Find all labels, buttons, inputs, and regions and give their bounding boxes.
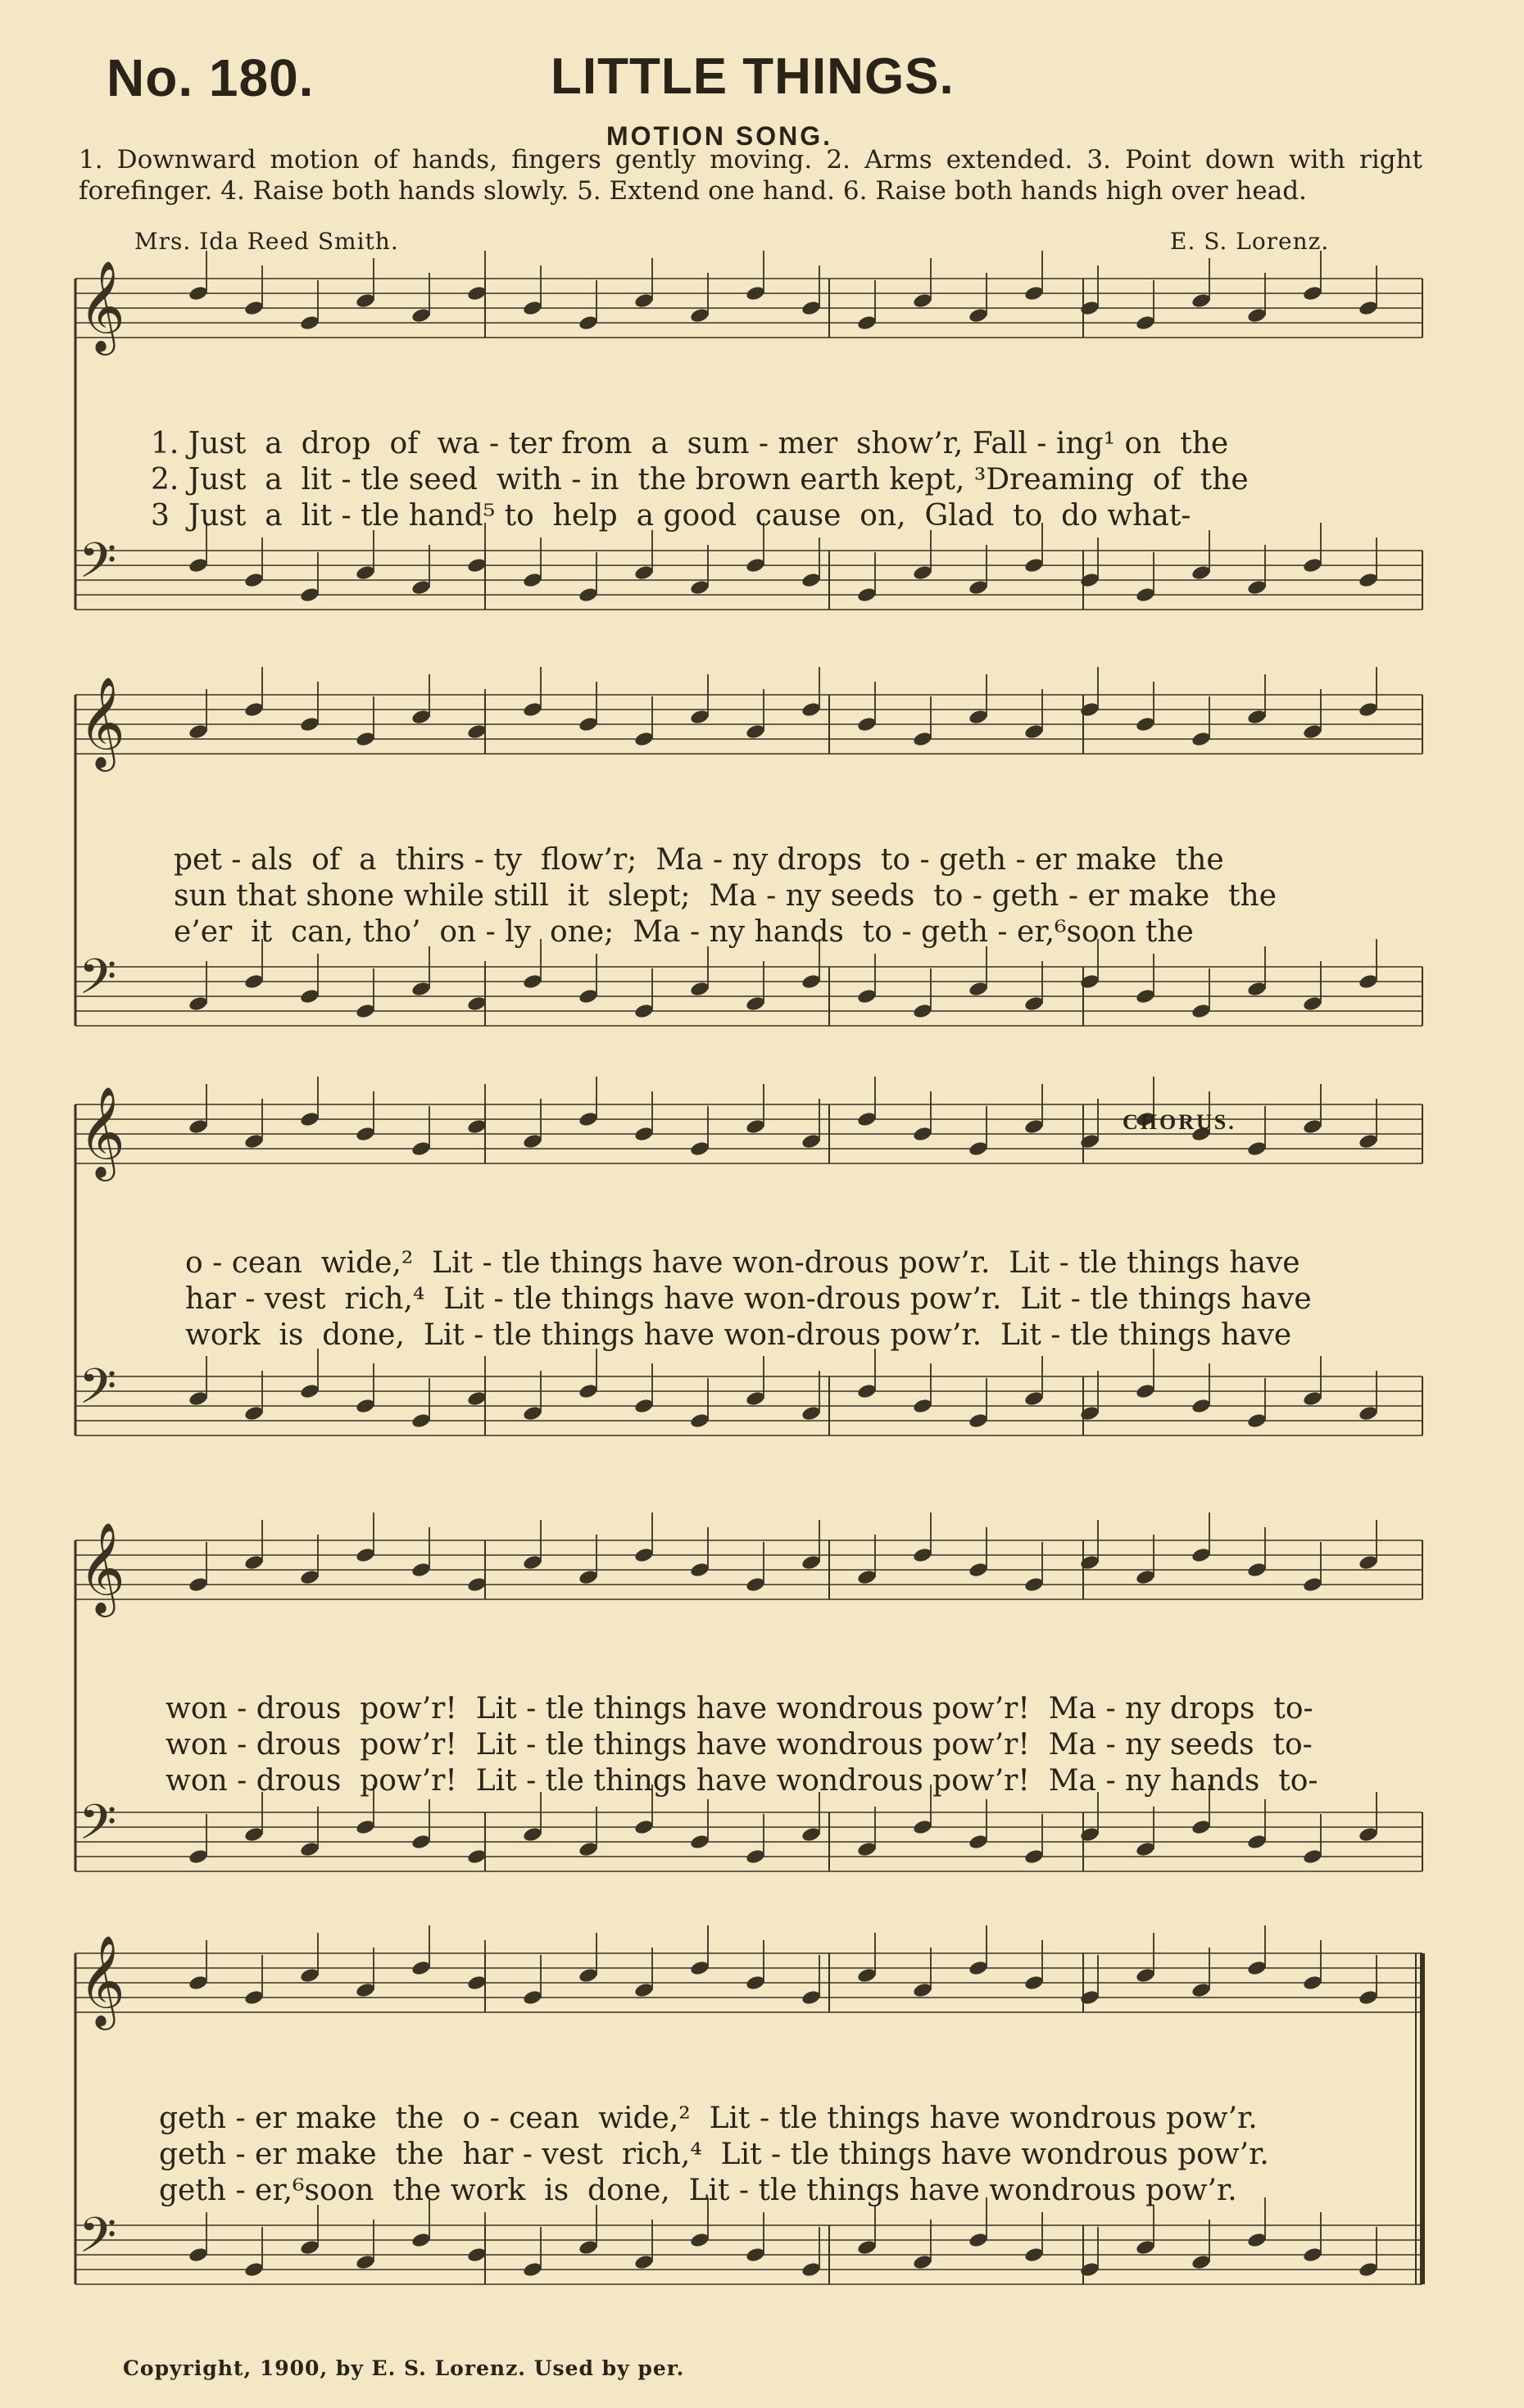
notehead: [801, 2261, 821, 2279]
notehead: [243, 2261, 264, 2279]
hymn-subtitle: MOTION SONG.: [606, 121, 832, 151]
notehead: [1023, 723, 1044, 741]
lyricist-credit: Mrs. Ida Reed Smith.: [134, 228, 399, 255]
notehead: [801, 973, 821, 991]
notehead: [410, 1960, 431, 1977]
treble-clef-icon: 𝄞: [79, 1521, 125, 1613]
notehead: [1246, 709, 1267, 726]
notehead: [1135, 1967, 1155, 1984]
notehead: [410, 981, 431, 998]
notehead: [968, 1413, 988, 1430]
notehead: [1302, 1118, 1322, 1136]
notehead: [410, 1141, 431, 1158]
notehead: [745, 995, 765, 1013]
notehead: [856, 988, 877, 1005]
notehead: [856, 1967, 877, 1984]
notehead: [578, 1841, 598, 1858]
notehead: [466, 995, 487, 1013]
notehead: [243, 572, 264, 589]
notehead: [1246, 2232, 1267, 2249]
notehead: [522, 2261, 542, 2279]
notehead: [968, 579, 988, 596]
notehead: [856, 315, 877, 332]
notehead: [466, 1118, 487, 1136]
notehead: [801, 300, 821, 317]
notehead: [1302, 723, 1322, 741]
notehead: [522, 1826, 542, 1843]
notehead: [689, 2232, 710, 2249]
notehead: [801, 1989, 821, 2007]
notehead: [188, 557, 208, 574]
notehead: [633, 1003, 654, 1020]
notehead: [466, 2247, 487, 2264]
lyric-line-s5-v2: geth - er make the har - vest rich,⁴ Lit - tle things have wondrous pow’r.: [159, 2138, 1269, 2171]
notehead: [188, 723, 208, 741]
lyric-line-s4-v3: won - drous pow’r! Lit - tle things have wondrous pow’r! Ma - ny hands to-: [166, 1764, 1318, 1798]
notehead: [1135, 1383, 1155, 1400]
notehead: [1023, 1848, 1044, 1866]
notehead: [1191, 292, 1211, 310]
notehead: [801, 1133, 821, 1150]
notehead: [633, 1819, 654, 1836]
notehead: [410, 579, 431, 596]
notehead: [1358, 1133, 1378, 1150]
notehead: [522, 1989, 542, 2007]
notehead: [466, 285, 487, 302]
notehead: [299, 1569, 320, 1586]
notehead: [745, 557, 765, 574]
lyric-line-s2-v2: sun that shone while still it slept; Ma - ny seeds to - geth - er make the: [174, 879, 1277, 913]
lyric-line-s5-v1: geth - er make the o - cean wide,² Lit - tle things have wondrous pow’r.: [159, 2102, 1258, 2135]
bass-clef-icon: 𝄢: [79, 1794, 117, 1862]
notehead: [299, 1967, 320, 1984]
notehead: [1135, 716, 1155, 733]
bass-clef-icon: 𝄢: [79, 2206, 117, 2275]
notehead: [1135, 2239, 1155, 2256]
notehead: [243, 1554, 264, 1571]
notehead: [745, 1848, 765, 1866]
notehead: [689, 1960, 710, 1977]
notehead: [968, 1960, 988, 1977]
notehead: [968, 2232, 988, 2249]
notehead: [578, 1383, 598, 1400]
notehead: [912, 1547, 932, 1564]
notehead: [912, 292, 932, 310]
lyric-line-s4-v2: won - drous pow’r! Lit - tle things have wondrous pow’r! Ma - ny seeds to-: [166, 1728, 1313, 1762]
notehead: [912, 565, 932, 582]
notehead: [745, 1576, 765, 1594]
notehead: [355, 1126, 375, 1143]
notehead: [522, 701, 542, 719]
lyric-line-s1-v3: 3 Just a lit - tle hand⁵ to help a good cause on, Glad to do what-: [151, 499, 1191, 533]
notehead: [1135, 1841, 1155, 1858]
notehead: [1191, 1982, 1211, 1999]
notehead: [968, 1834, 988, 1851]
notehead: [188, 1390, 208, 1408]
notehead: [1191, 731, 1211, 748]
notehead: [1246, 579, 1267, 596]
notehead: [1358, 572, 1378, 589]
notehead: [578, 716, 598, 733]
notehead: [1135, 587, 1155, 604]
notehead: [1191, 1003, 1211, 1020]
notehead: [745, 2247, 765, 2264]
bass-clef-icon: 𝄢: [79, 532, 117, 601]
notehead: [578, 1967, 598, 1984]
notehead: [355, 1819, 375, 1836]
notehead: [410, 307, 431, 324]
notehead: [1246, 1413, 1267, 1430]
notehead: [1246, 1141, 1267, 1158]
notehead: [243, 701, 264, 719]
notehead: [522, 572, 542, 589]
notehead: [856, 1569, 877, 1586]
notehead: [1191, 565, 1211, 582]
notehead: [188, 1975, 208, 1992]
chorus-label: CHORUS.: [1123, 1110, 1236, 1134]
notehead: [801, 701, 821, 719]
notehead: [299, 1383, 320, 1400]
notehead: [856, 1111, 877, 1128]
notehead: [1246, 1562, 1267, 1579]
notehead: [355, 1398, 375, 1415]
notehead: [410, 709, 431, 726]
notehead: [912, 1003, 932, 1020]
composer-credit: E. S. Lorenz.: [1170, 228, 1330, 255]
notehead: [912, 2254, 932, 2271]
notehead: [1191, 1398, 1211, 1415]
lyric-line-s3-v3: work is done, Lit - tle things have won-drous pow’r. Lit - tle things have: [185, 1318, 1292, 1352]
notehead: [1191, 1547, 1211, 1564]
notehead: [299, 1841, 320, 1858]
lyric-line-s1-v1: 1. Just a drop of wa - ter from a sum - mer show’r, Fall - ing¹ on the: [151, 427, 1229, 460]
treble-clef-icon: 𝄞: [79, 676, 125, 768]
notehead: [633, 2254, 654, 2271]
notehead: [745, 1118, 765, 1136]
notehead: [1302, 1848, 1322, 1866]
notehead: [912, 1126, 932, 1143]
notehead: [968, 307, 988, 324]
notehead: [243, 973, 264, 991]
notehead: [1358, 1554, 1378, 1571]
notehead: [1135, 315, 1155, 332]
notehead: [1302, 1975, 1322, 1992]
notehead: [1246, 1960, 1267, 1977]
notehead: [1302, 995, 1322, 1013]
notehead: [188, 995, 208, 1013]
notehead: [745, 1975, 765, 1992]
notehead: [188, 1848, 208, 1866]
notehead: [856, 1841, 877, 1858]
notehead: [633, 1398, 654, 1415]
notehead: [522, 1405, 542, 1422]
notehead: [1023, 1390, 1044, 1408]
notehead: [299, 1111, 320, 1128]
notehead: [633, 731, 654, 748]
notehead: [689, 981, 710, 998]
notehead: [466, 1848, 487, 1866]
lyric-line-s3-v1: o - cean wide,² Lit - tle things have won-drous pow’r. Lit - tle things have: [185, 1246, 1300, 1280]
notehead: [1358, 300, 1378, 317]
notehead: [801, 572, 821, 589]
notehead: [410, 2232, 431, 2249]
notehead: [355, 292, 375, 310]
lyric-line-s3-v2: har - vest rich,⁴ Lit - tle things have won-drous pow’r. Lit - tle things have: [185, 1282, 1312, 1316]
notehead: [912, 1982, 932, 1999]
notehead: [856, 1383, 877, 1400]
notehead: [522, 1133, 542, 1150]
notehead: [1023, 557, 1044, 574]
notehead: [1358, 1405, 1378, 1422]
lyric-line-s5-v3: geth - er,⁶soon the work is done, Lit - tle things have wondrous pow’r.: [159, 2174, 1237, 2207]
notehead: [466, 1390, 487, 1408]
notehead: [856, 587, 877, 604]
notehead: [801, 1405, 821, 1422]
notehead: [355, 565, 375, 582]
notehead: [633, 292, 654, 310]
notehead: [578, 315, 598, 332]
notehead: [968, 709, 988, 726]
notehead: [633, 1547, 654, 1564]
notehead: [1246, 1834, 1267, 1851]
notehead: [188, 1576, 208, 1594]
notehead: [856, 2239, 877, 2256]
lyric-line-s1-v2: 2. Just a lit - tle seed with - in the brown earth kept, ³Dreaming of the: [151, 463, 1249, 497]
notehead: [689, 1141, 710, 1158]
treble-clef-icon: 𝄞: [79, 1086, 125, 1177]
notehead: [1023, 2247, 1044, 2264]
notehead: [689, 579, 710, 596]
notehead: [466, 1975, 487, 1992]
notehead: [188, 2247, 208, 2264]
notehead: [299, 587, 320, 604]
notehead: [745, 723, 765, 741]
notehead: [1358, 1989, 1378, 2007]
notehead: [355, 1982, 375, 1999]
notehead: [522, 1554, 542, 1571]
notehead: [1023, 1576, 1044, 1594]
notehead: [466, 1576, 487, 1594]
lyric-line-s2-v3: e’er it can, tho’ on - ly one; Ma - ny hands to - geth - er,⁶soon the: [174, 915, 1194, 949]
notehead: [912, 1819, 932, 1836]
notehead: [1023, 1118, 1044, 1136]
notehead: [410, 1413, 431, 1430]
notehead: [689, 307, 710, 324]
notehead: [355, 1547, 375, 1564]
notehead: [1302, 557, 1322, 574]
notehead: [1023, 1975, 1044, 1992]
notehead: [1302, 1576, 1322, 1594]
notehead: [912, 1398, 932, 1415]
notehead: [578, 1111, 598, 1128]
notehead: [299, 716, 320, 733]
notehead: [1358, 1826, 1378, 1843]
notehead: [801, 1554, 821, 1571]
hymn-number: No. 180.: [107, 48, 315, 107]
notehead: [466, 723, 487, 741]
notehead: [1191, 1819, 1211, 1836]
notehead: [410, 1834, 431, 1851]
notehead: [633, 1126, 654, 1143]
copyright-notice: Copyright, 1900, by E. S. Lorenz. Used by per.: [123, 2356, 685, 2380]
bass-clef-icon: 𝄢: [79, 1358, 117, 1426]
notehead: [1358, 973, 1378, 991]
treble-clef-icon: 𝄞: [79, 260, 125, 351]
notehead: [801, 1826, 821, 1843]
notehead: [1358, 701, 1378, 719]
notehead: [578, 2239, 598, 2256]
notehead: [968, 1141, 988, 1158]
notehead: [522, 973, 542, 991]
notehead: [1302, 1390, 1322, 1408]
notehead: [243, 1989, 264, 2007]
notehead: [522, 300, 542, 317]
notehead: [1302, 285, 1322, 302]
lyric-line-s4-v1: won - drous pow’r! Lit - tle things have wondrous pow’r! Ma - ny drops to-: [166, 1692, 1313, 1726]
notehead: [689, 1413, 710, 1430]
notehead: [745, 1390, 765, 1408]
notehead: [410, 1562, 431, 1579]
notehead: [1135, 988, 1155, 1005]
notehead: [578, 587, 598, 604]
notehead: [578, 1569, 598, 1586]
notehead: [355, 2254, 375, 2271]
notehead: [188, 1118, 208, 1136]
notehead: [689, 709, 710, 726]
notehead: [578, 988, 598, 1005]
notehead: [1023, 995, 1044, 1013]
notehead: [745, 285, 765, 302]
motion-instructions: 1. Downward motion of hands, fingers gently moving. 2. Arms extended. 3. Point down with right forefinger. 4. Raise both hands slowly. 5. Extend one hand. 6. Raise both hands high over head.: [79, 145, 1422, 206]
notehead: [299, 315, 320, 332]
notehead: [1246, 307, 1267, 324]
notehead: [856, 716, 877, 733]
notehead: [355, 731, 375, 748]
notehead: [243, 1405, 264, 1422]
notehead: [968, 981, 988, 998]
notehead: [689, 1834, 710, 1851]
notehead: [1135, 1569, 1155, 1586]
treble-clef-icon: 𝄞: [79, 1934, 125, 2026]
notehead: [633, 1982, 654, 1999]
bass-clef-icon: 𝄢: [79, 948, 117, 1017]
notehead: [355, 1003, 375, 1020]
notehead: [1246, 981, 1267, 998]
notehead: [243, 300, 264, 317]
notehead: [968, 1562, 988, 1579]
notehead: [243, 1826, 264, 1843]
notehead: [1191, 2254, 1211, 2271]
notehead: [188, 285, 208, 302]
notehead: [1302, 2247, 1322, 2264]
notehead: [1358, 2261, 1378, 2279]
notehead: [243, 1133, 264, 1150]
notehead: [466, 557, 487, 574]
notehead: [633, 565, 654, 582]
notehead: [299, 988, 320, 1005]
hymn-title: LITTLE THINGS.: [551, 48, 955, 105]
notehead: [1023, 285, 1044, 302]
notehead: [299, 2239, 320, 2256]
notehead: [689, 1562, 710, 1579]
notehead: [912, 731, 932, 748]
lyric-line-s2-v1: pet - als of a thirs - ty flow’r; Ma - ny drops to - geth - er make the: [174, 843, 1224, 877]
